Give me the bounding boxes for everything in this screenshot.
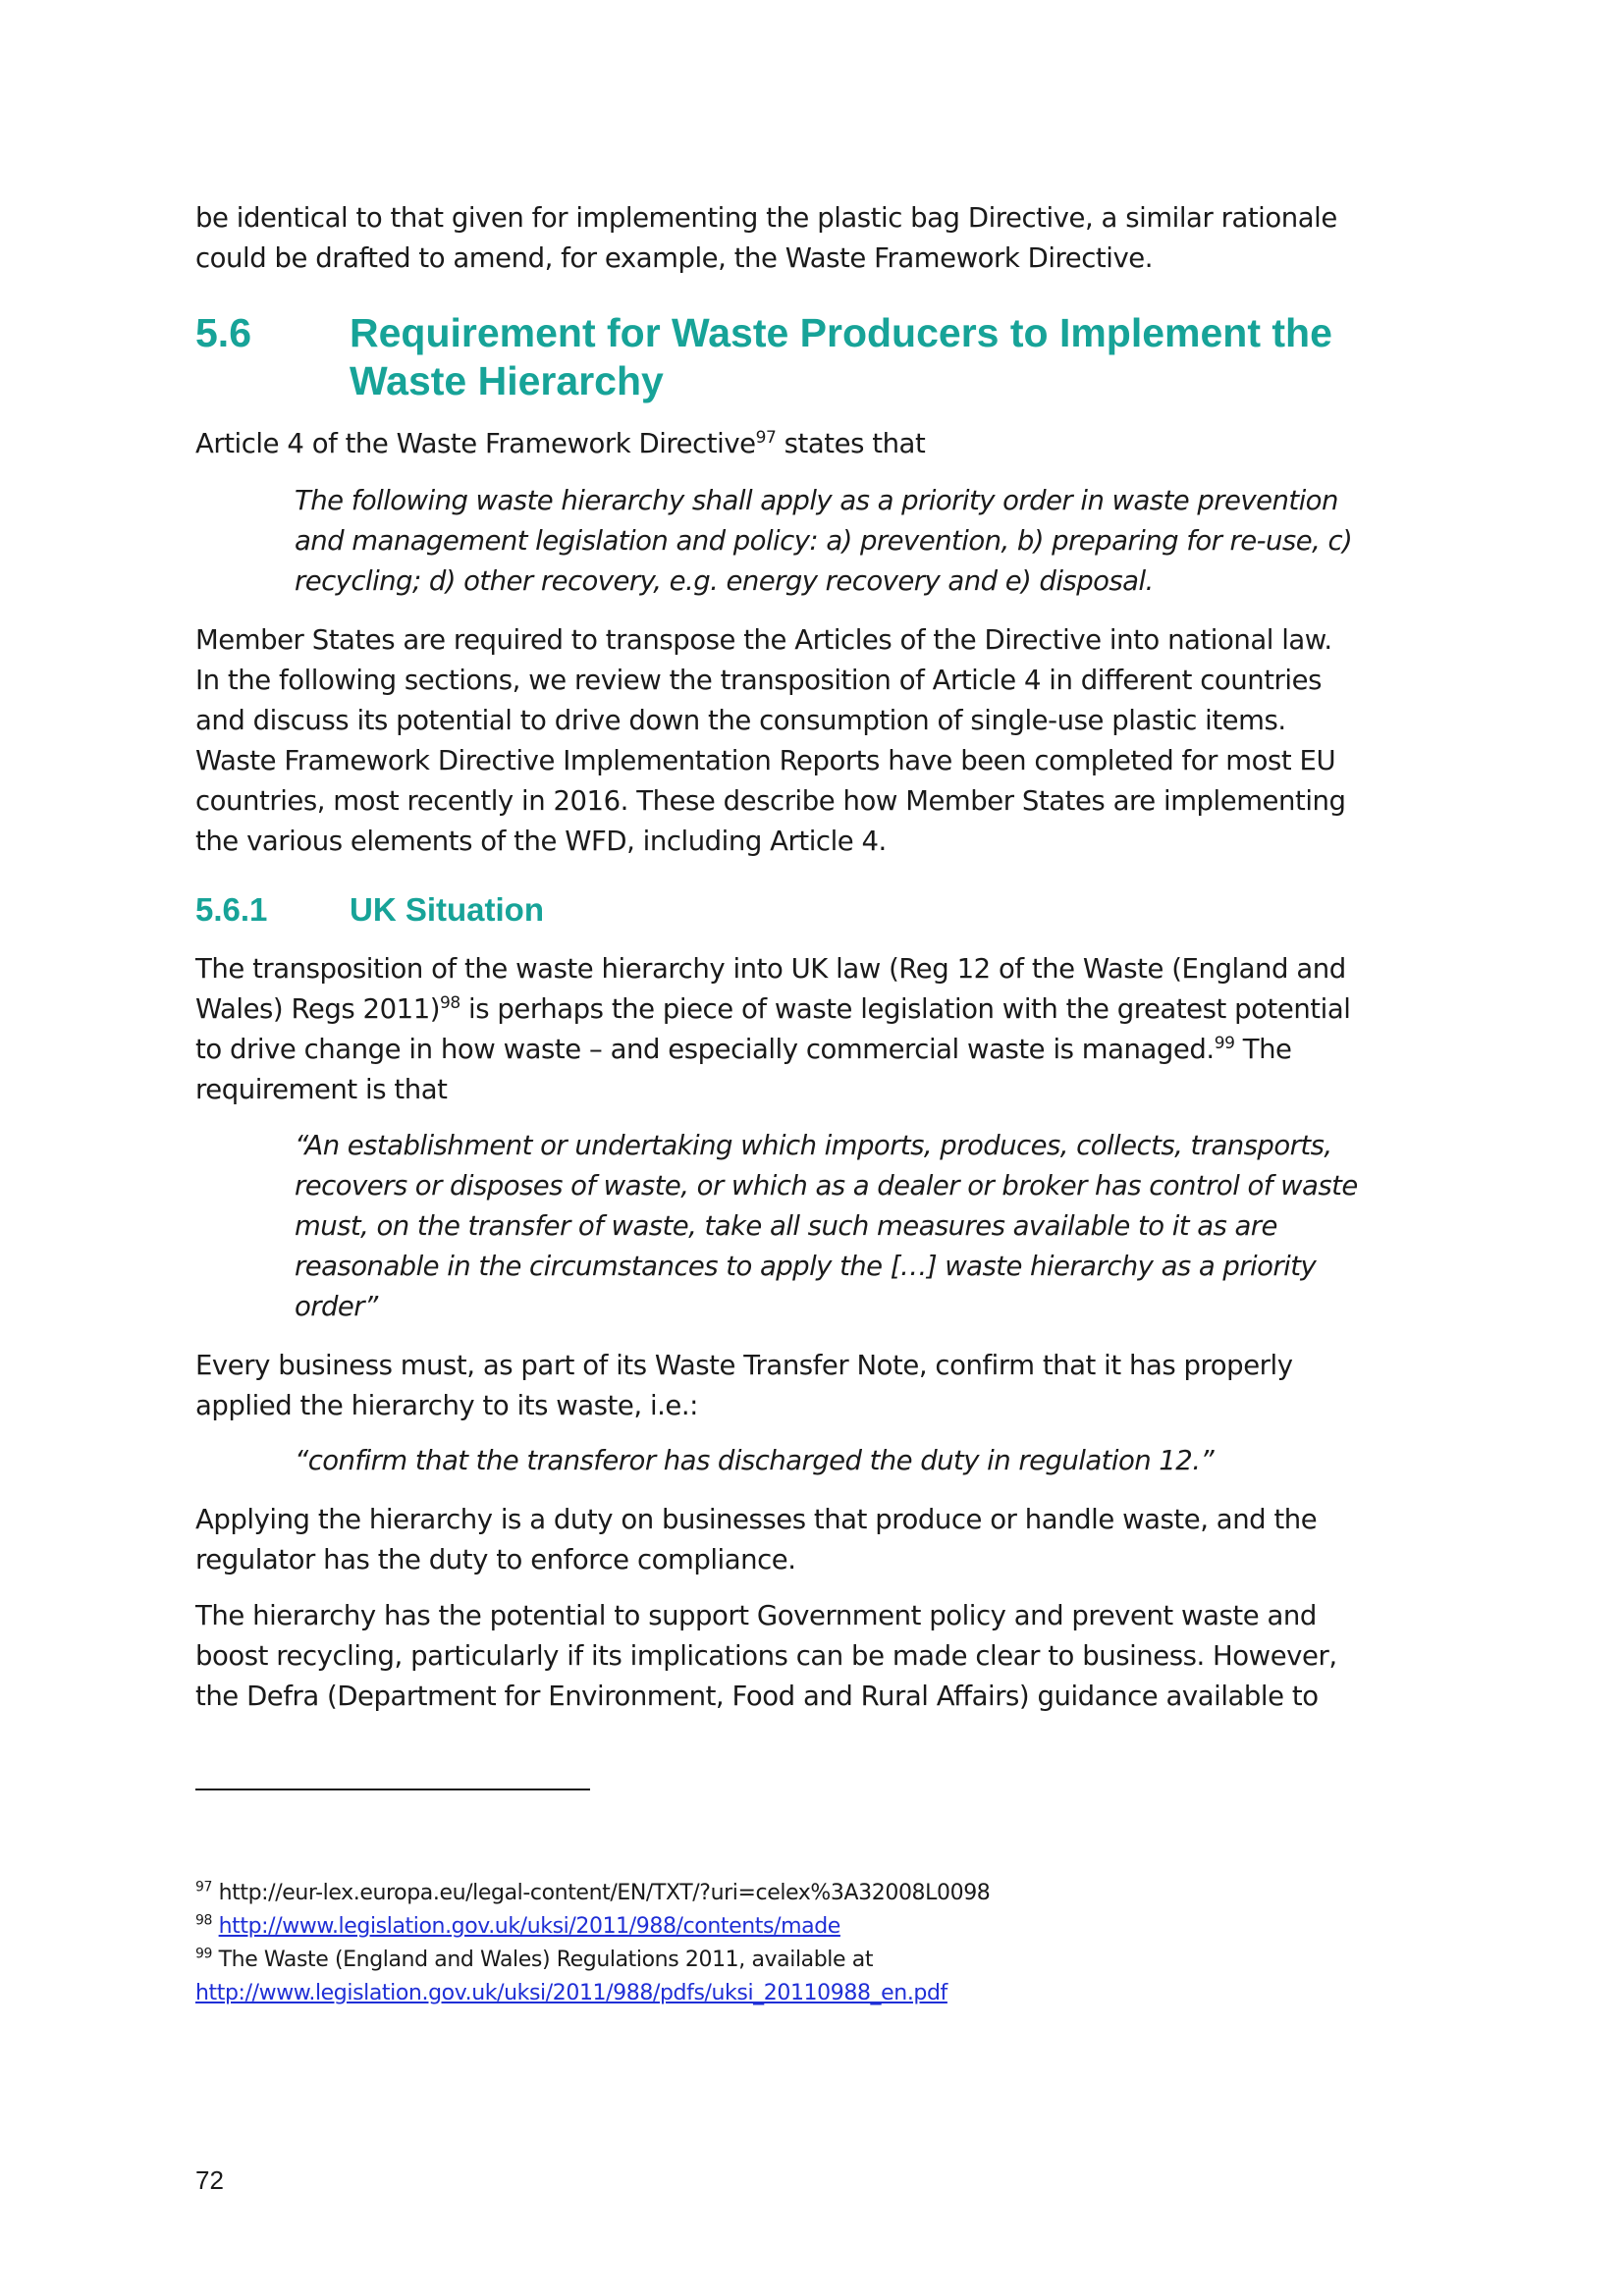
footnote-text: The Waste (England and Wales) Regulations 2011, available at <box>218 1948 874 1972</box>
duty-paragraph <box>195 1500 1383 1580</box>
paragraph-line: The transposition of the waste hierarchy into UK law (Reg 12 of the Waste (England and <box>195 953 1346 985</box>
paragraph-line: and discuss its potential to drive down the consumption of single-use plastic items. <box>195 705 1286 736</box>
section-title <box>350 309 1420 405</box>
paragraph-line: Waste Framework Directive Implementation Reports have been completed for most EU <box>195 745 1336 776</box>
footnote-98 <box>195 1910 1393 1944</box>
uk-law-paragraph <box>195 949 1383 1110</box>
footnote-97 <box>195 1877 1393 1910</box>
quote-line: must, on the transfer of waste, take all such measures available to it as are <box>295 1210 1277 1242</box>
quote-line: order” <box>295 1291 378 1322</box>
intro-line: be identical to that given for implementing the plastic bag Directive, a similar rationale <box>195 202 1337 234</box>
page-number: 72 <box>195 2165 224 2195</box>
footnote-99 <box>195 1944 1393 2010</box>
intro-paragraph <box>195 198 1383 279</box>
paragraph-line: is perhaps the piece of waste legislation with the greatest potential <box>460 993 1351 1025</box>
paragraph-line: the Defra (Department for Environment, Food and Rural Affairs) guidance available to <box>195 1681 1319 1712</box>
article-intro <box>195 424 1383 464</box>
footnote-number: 97 <box>195 1879 213 1896</box>
paragraph-line: In the following sections, we review the transposition of Article 4 in different countries <box>195 665 1322 696</box>
paragraph-line: Wales) Regs 2011) <box>195 993 441 1025</box>
paragraph-line: countries, most recently in 2016. These describe how Member States are implementing <box>195 785 1346 817</box>
footnote-link[interactable]: http://www.legislation.gov.uk/uksi/2011/988/contents/made <box>218 1914 840 1939</box>
section-title-line: Requirement for Waste Producers to Implement the <box>350 310 1332 355</box>
footnote-url: http://eur-lex.europa.eu/legal-content/EN/TXT/?uri=celex%3A32008L0098 <box>218 1881 991 1905</box>
quote-line: “confirm that the transferor has discharged the duty in regulation 12.” <box>295 1445 1215 1476</box>
subsection-title: UK Situation <box>350 891 544 928</box>
transfer-note-paragraph <box>195 1346 1383 1426</box>
footnote-link[interactable]: http://www.legislation.gov.uk/uksi/2011/988/pdfs/uksi_20110988_en.pdf <box>195 1981 947 2005</box>
subsection-number: 5.6.1 <box>195 891 268 928</box>
hierarchy-quote <box>295 481 1389 602</box>
footnote-divider <box>195 1789 590 1790</box>
paragraph-line: regulator has the duty to enforce compliance. <box>195 1544 796 1575</box>
potential-paragraph <box>195 1596 1383 1717</box>
footnote-ref-99[interactable]: 99 <box>1214 1033 1235 1053</box>
transposition-paragraph <box>195 620 1383 862</box>
quote-line: The following waste hierarchy shall apply as a priority order in waste prevention <box>295 485 1338 516</box>
transferor-quote <box>295 1441 1389 1481</box>
paragraph-line: requirement is that <box>195 1074 448 1105</box>
quote-line: “An establishment or undertaking which imports, produces, collects, transports, <box>295 1130 1332 1161</box>
paragraph-line: The hierarchy has the potential to support Government policy and prevent waste and <box>195 1600 1317 1631</box>
article-intro-text: Article 4 of the Waste Framework Directive <box>195 428 756 459</box>
paragraph-line: Applying the hierarchy is a duty on businesses that produce or handle waste, and the <box>195 1504 1318 1535</box>
paragraph-line: Every business must, as part of its Waste Transfer Note, confirm that it has properly <box>195 1350 1293 1381</box>
quote-line: recovers or disposes of waste, or which as a dealer or broker has control of waste <box>295 1170 1358 1201</box>
footnote-number: 99 <box>195 1946 213 1962</box>
paragraph-line: Member States are required to transpose the Articles of the Directive into national law. <box>195 624 1332 656</box>
paragraph-line: The <box>1234 1034 1292 1065</box>
article-intro-text: states that <box>776 428 926 459</box>
paragraph-line: to drive change in how waste – and especially commercial waste is managed. <box>195 1034 1215 1065</box>
section-title-line: Waste Hierarchy <box>350 358 664 403</box>
quote-line: recycling; d) other recovery, e.g. energy recovery and e) disposal. <box>295 565 1154 597</box>
paragraph-line: the various elements of the WFD, including Article 4. <box>195 826 887 857</box>
footnote-ref-98[interactable]: 98 <box>440 992 460 1013</box>
footnote-number: 98 <box>195 1912 213 1929</box>
section-number: 5.6 <box>195 310 251 355</box>
quote-line: reasonable in the circumstances to apply the […] waste hierarchy as a priority <box>295 1251 1317 1282</box>
paragraph-line: applied the hierarchy to its waste, i.e.: <box>195 1390 698 1421</box>
regulation-quote <box>295 1126 1389 1327</box>
paragraph-line: boost recycling, particularly if its implications can be made clear to business. However, <box>195 1640 1337 1672</box>
intro-line: could be drafted to amend, for example, the Waste Framework Directive. <box>195 242 1154 274</box>
quote-line: and management legislation and policy: a) prevention, b) preparing for re-use, c) <box>295 525 1353 557</box>
footnote-ref-97[interactable]: 97 <box>755 427 777 448</box>
